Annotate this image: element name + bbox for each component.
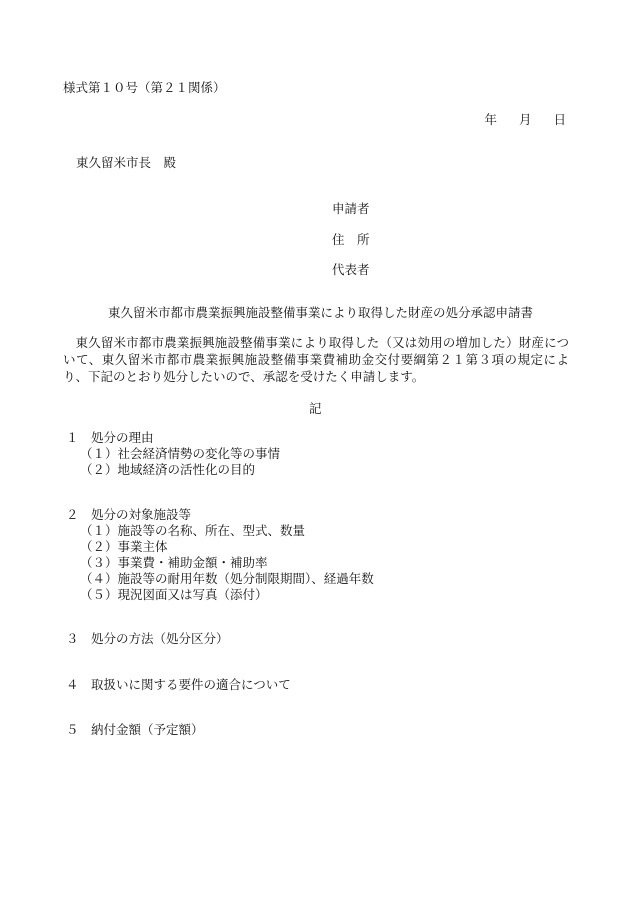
section-4-heading: ４ 取扱いに関する要件の適合について bbox=[66, 677, 291, 692]
date-year: 年 bbox=[484, 112, 497, 127]
body-text: 東久留米市都市農業振興施設整備事業により取得した（又は効用の増加した）財産について、東久留米市都市農業振興施設整備事業費補助金交付要綱第２１第３項の規定により、下記のとおり処分したいので、承認を受けたく申請します。 bbox=[63, 335, 569, 384]
date-day: 日 bbox=[553, 112, 566, 127]
addressee: 東久留米市長 殿 bbox=[76, 155, 177, 170]
section-1-item-2: （２）地域経済の活性化の目的 bbox=[80, 462, 256, 477]
applicant-address: 住 所 bbox=[332, 232, 370, 247]
date-line bbox=[484, 110, 566, 128]
section-2-item-2: （２）事業主体 bbox=[80, 539, 168, 554]
section-1-heading: １ 処分の理由 bbox=[66, 430, 154, 445]
section-2-heading: ２ 処分の対象施設等 bbox=[66, 507, 192, 522]
section-1-item-1: （１）社会経済情勢の変化等の事情 bbox=[80, 446, 281, 461]
section-2-item-1: （１）施設等の名称、所在、型式、数量 bbox=[80, 523, 306, 538]
body-paragraph bbox=[63, 334, 569, 385]
section-3-heading: ３ 処分の方法（処分区分） bbox=[66, 631, 229, 646]
applicant-representative: 代表者 bbox=[332, 262, 370, 277]
section-2-item-4: （４）施設等の耐用年数（処分制限期間）、経過年数 bbox=[80, 571, 374, 586]
section-2-item-5: （５）現況図面又は写真（添付） bbox=[80, 587, 268, 602]
ki-heading: 記 bbox=[309, 401, 322, 416]
section-5-heading: ５ 納付金額（予定額） bbox=[66, 722, 204, 737]
applicant-title: 申請者 bbox=[332, 201, 370, 216]
section-2-item-3: （３）事業費・補助金額・補助率 bbox=[80, 555, 268, 570]
form-number: 様式第１０号（第２１関係） bbox=[63, 80, 226, 95]
document-title: 東久留米市都市農業振興施設整備事業により取得した財産の処分承認申請書 bbox=[108, 305, 534, 320]
date-month: 月 bbox=[518, 112, 532, 127]
